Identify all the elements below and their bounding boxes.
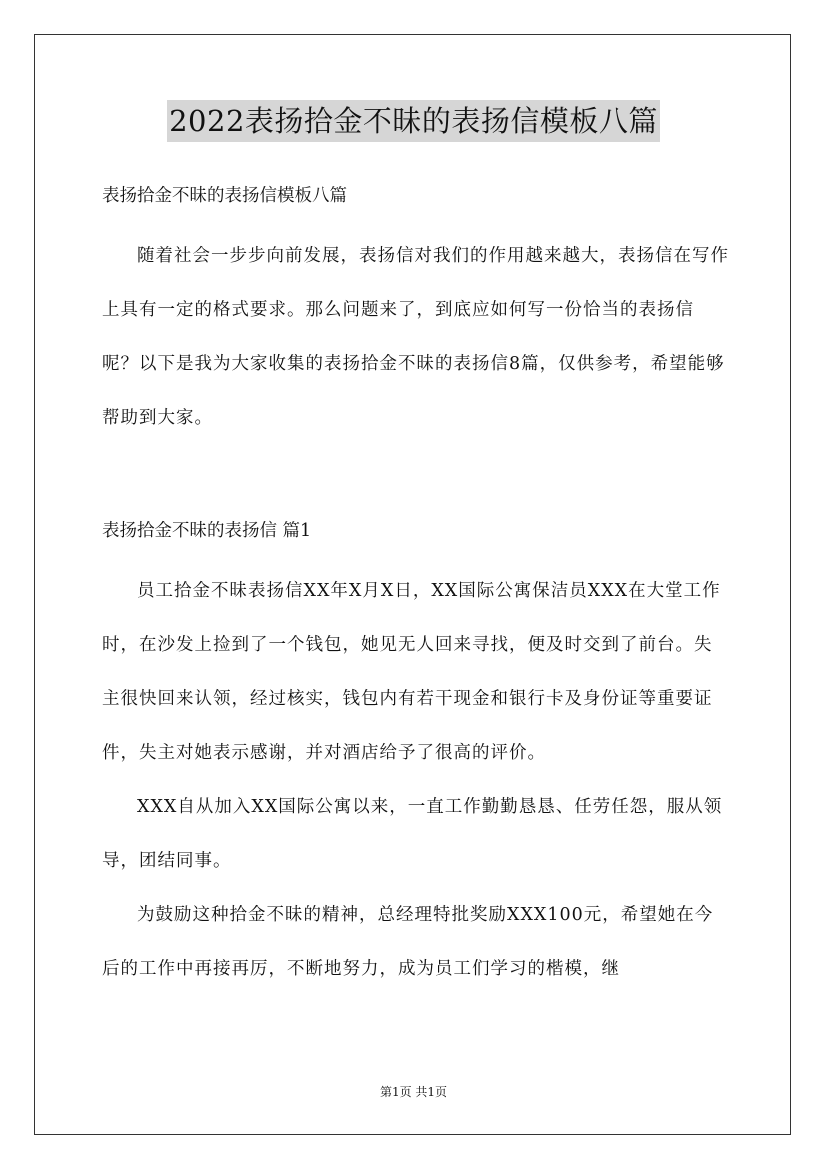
document-title: 2022表扬拾金不昧的表扬信模板八篇 [167, 100, 660, 142]
spacer [102, 549, 730, 564]
document-subtitle: 表扬拾金不昧的表扬信模板八篇 [102, 186, 347, 206]
section-heading: 表扬拾金不昧的表扬信 篇1 [102, 521, 312, 541]
title-container [0, 100, 827, 142]
document-body [102, 178, 730, 996]
body-paragraph: XXX自从加入XX国际公寓以来，一直工作勤勤恳恳、任劳任怨，服从领导，团结同事。 [102, 797, 723, 871]
spacer [102, 445, 730, 513]
intro-paragraph: 随着社会一步步向前发展，表扬信对我们的作用越来越大，表扬信在写作上具有一定的格式要求。那么问题来了，到底应如何写一份恰当的表扬信呢？以下是我为大家收集的表扬拾金不昧的表扬信8篇，仅供参考，希望能够帮助到大家。 [102, 246, 729, 428]
page-footer: 第1页 共1页 [379, 1085, 448, 1099]
body-paragraph: 为鼓励这种拾金不昧的精神，总经理特批奖励XXX100元，希望她在今后的工作中再接再厉，不断地努力，成为员工们学习的楷模，继 [102, 905, 714, 979]
spacer [102, 214, 730, 229]
body-paragraph: 员工拾金不昧表扬信XX年X月X日，XX国际公寓保洁员XXX在大堂工作时，在沙发上捡到了一个钱包，她见无人回来寻找，便及时交到了前台。失主很快回来认领，经过核实，钱包内有若干现金和银行卡及身份证等重要证件，失主对她表示感谢，并对酒店给予了很高的评价。 [102, 581, 721, 763]
